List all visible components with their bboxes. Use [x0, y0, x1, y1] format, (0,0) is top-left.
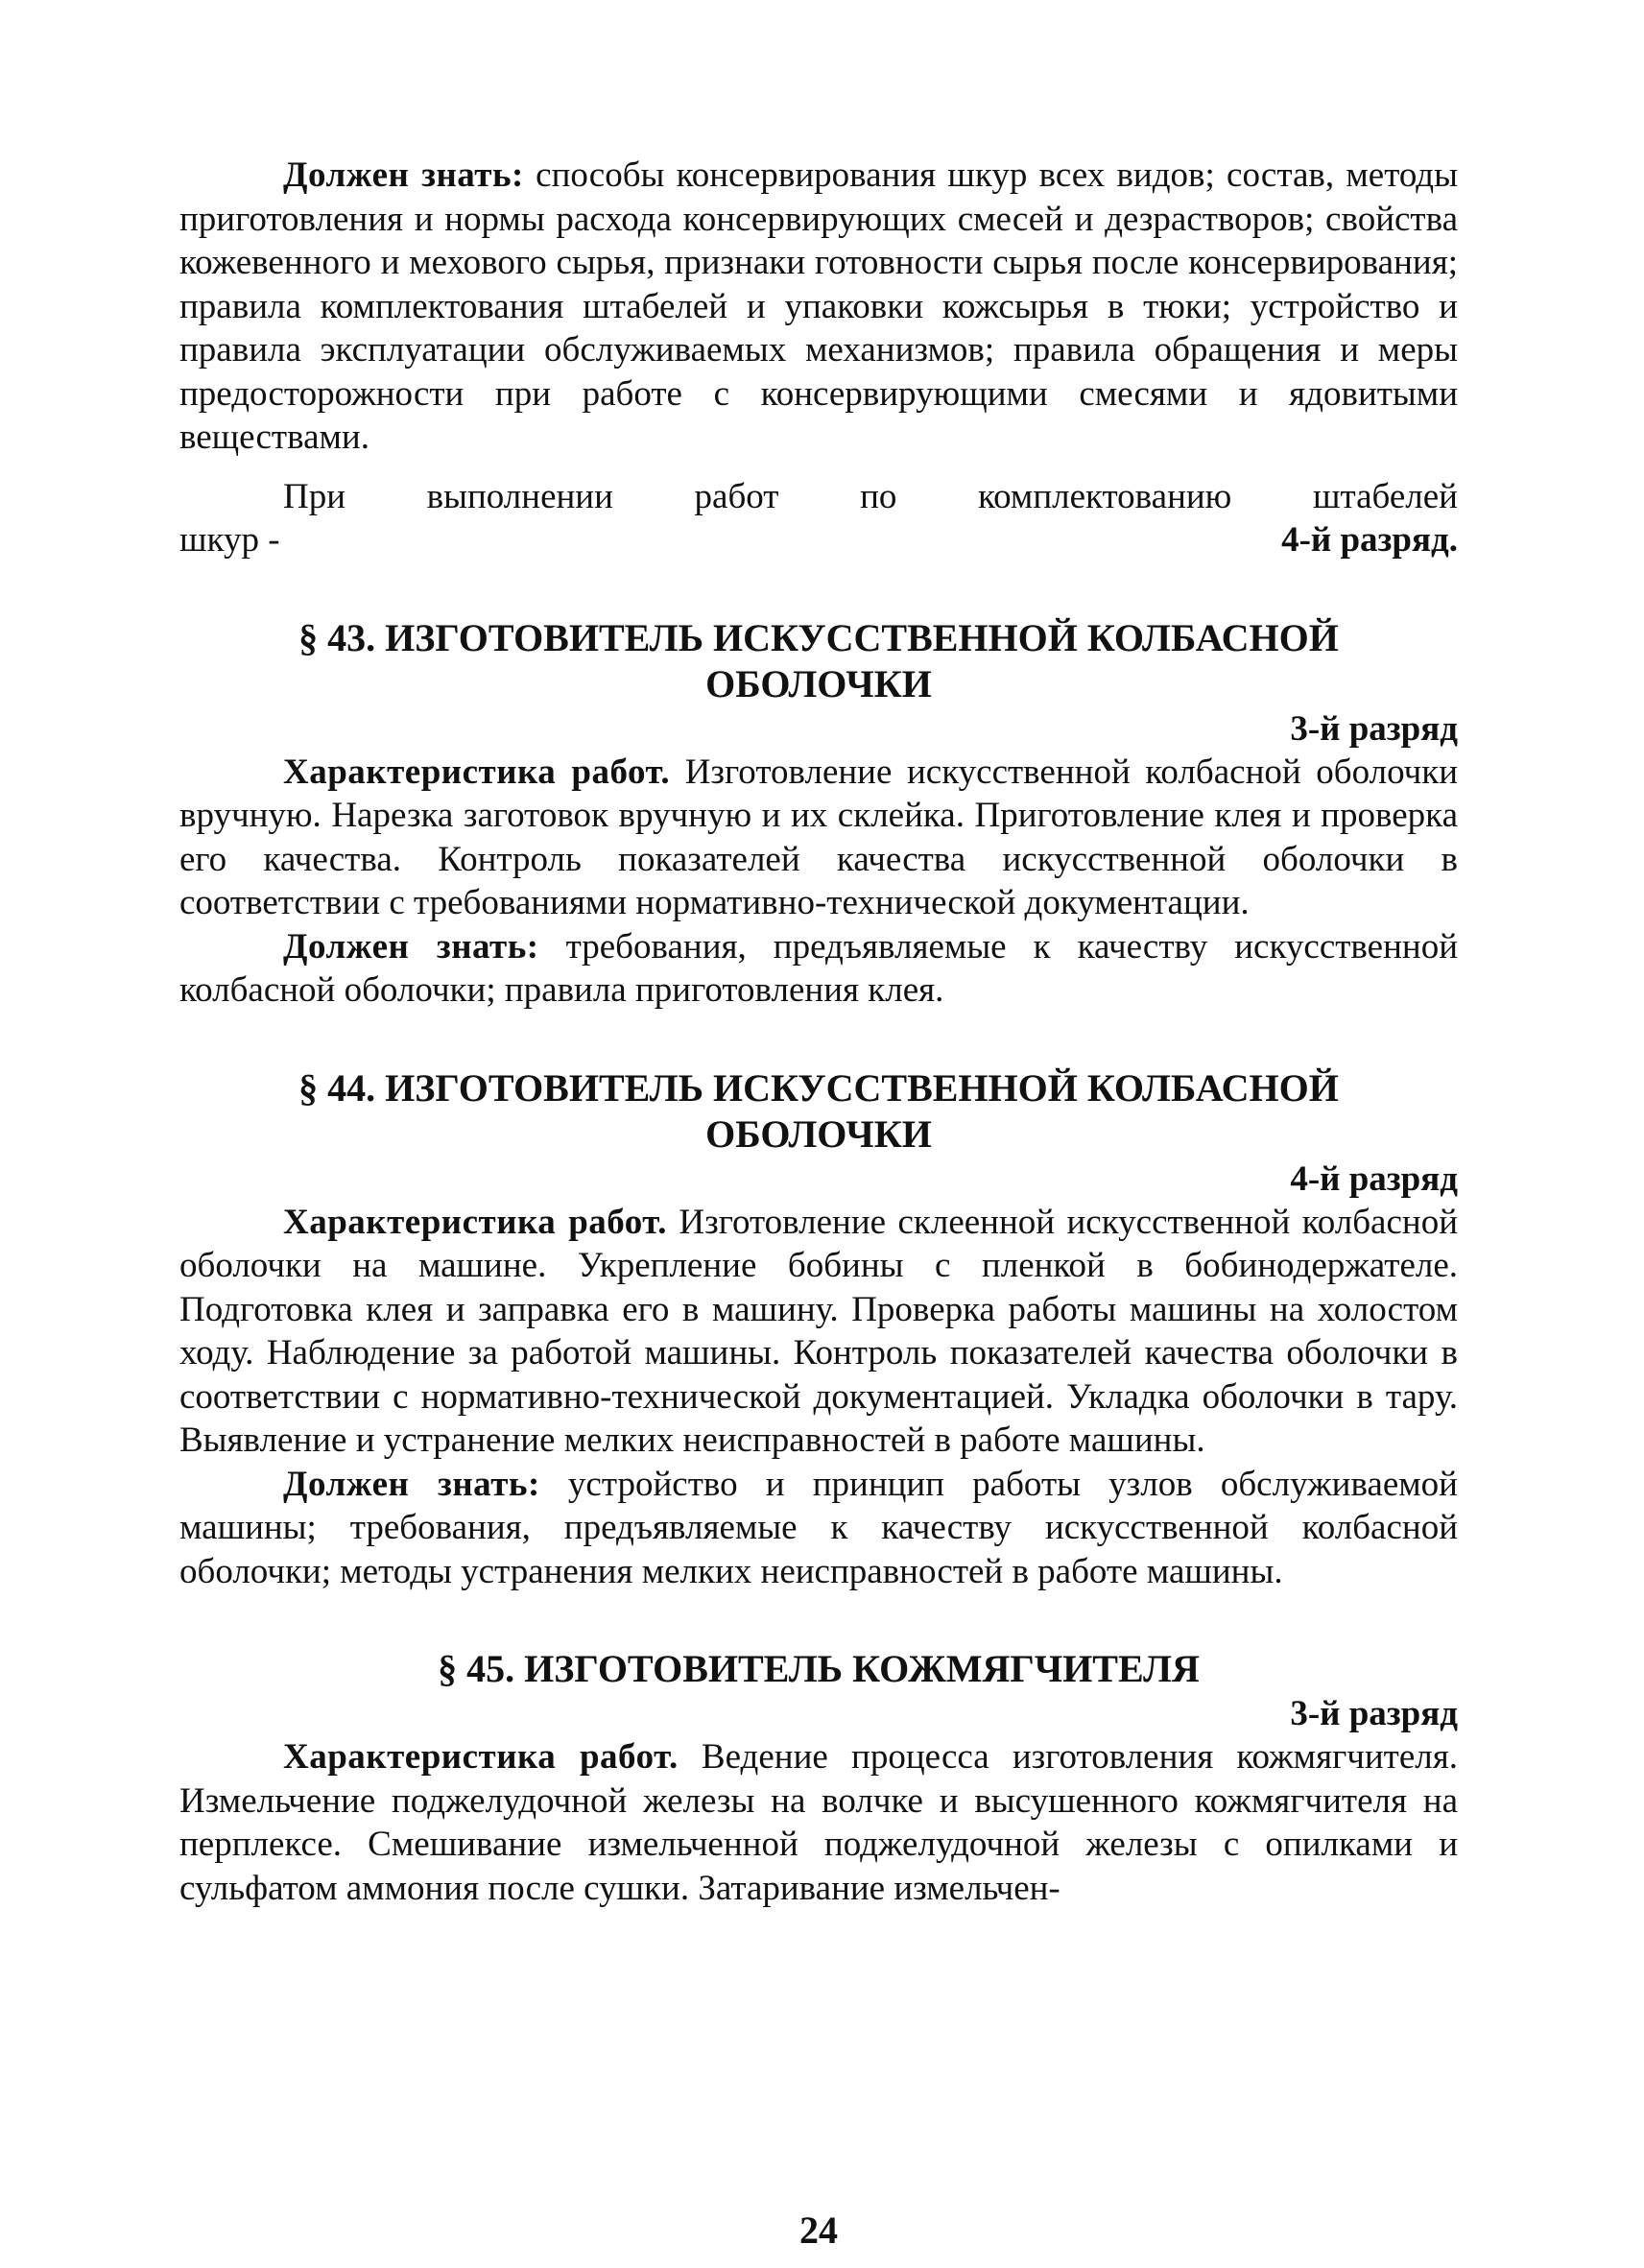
characteristic-text: Ведение процесса изготовления кожмягчителя. Измельчение поджелудочной железы на волчке и высушенного кожмягчителя на перплексе. Смешивание измельченной поджелудочной железы с опилками и сульфатом аммония после сушки. Затаривание измельчен-	[179, 1737, 1459, 1908]
rank-note-word: При	[283, 476, 346, 516]
characteristic-paragraph	[179, 1735, 1458, 1910]
must-know-paragraph	[179, 1463, 1458, 1594]
rank-note-line-1	[179, 475, 1458, 519]
rank-note-word: штабелей	[1312, 476, 1458, 516]
section-heading-line2: ОБОЛОЧКИ	[705, 661, 932, 705]
characteristic-label: Характеристика работ.	[283, 752, 671, 792]
rank-label: 3-й разряд	[1290, 1694, 1458, 1733]
rank-note-left: шкур -	[179, 520, 280, 560]
rank-note-line-2	[179, 518, 1458, 562]
must-know-text: требования, предъявляемые к качеству искусственной колбасной оболочки; правила приготовления клея.	[179, 926, 1458, 1010]
document-page	[179, 154, 1459, 2252]
must-know-label: Должен знать:	[283, 155, 524, 195]
page-number: 24	[799, 2208, 838, 2252]
must-know-label: Должен знать:	[283, 1464, 540, 1504]
rank-note-right: 4-й разряд.	[1281, 520, 1458, 560]
must-know-text: способы консервирования шкур всех видов; состав, методы приготовления и нормы расхода консервирующих смесей и дезрастворов; свойства кожевенного и мехового сырья, признаки готовности сырья после консервирования; правила комплектования штабелей и упаковки кожсырья в тюки; устройство и правила эксплуатации обслуживаемых механизмов; правила обращения и меры предосторожности при работе с консервирующими смесями и ядовитыми веществами.	[179, 155, 1458, 457]
section-heading: § 45. ИЗГОТОВИТЕЛЬ КОЖМЯГЧИТЕЛЯ	[438, 1647, 1200, 1690]
characteristic-paragraph	[179, 751, 1458, 925]
section-44	[179, 1065, 1458, 1594]
section-43	[179, 615, 1458, 1013]
rank-note-word: комплектованию	[978, 476, 1232, 516]
rank-note-word: по	[860, 476, 897, 516]
section-45	[179, 1646, 1458, 1910]
characteristic-text: Изготовление искусственной колбасной оболочки вручную. Нарезка заготовок вручную и их склейка. Приготовление клея и проверка его качества. Контроль показателей качества искусственной оболочки в соответствии с требованиями нормативно-технической документации.	[179, 752, 1458, 922]
section-heading: § 43. ИЗГОТОВИТЕЛЬ ИСКУССТВЕННОЙ КОЛБАСНОЙ	[298, 615, 1339, 659]
section-heading: § 44. ИЗГОТОВИТЕЛЬ ИСКУССТВЕННОЙ КОЛБАСНОЙ	[298, 1065, 1339, 1110]
characteristic-paragraph	[179, 1201, 1458, 1463]
rank-note-word: выполнении	[426, 476, 613, 516]
must-know-text: устройство и принцип работы узлов обслуживаемой машины; требования, предъявляемые к качеству искусственной колбасной оболочки; методы устранения мелких неисправностей в работе машины.	[179, 1464, 1458, 1591]
section-heading-line2: ОБОЛОЧКИ	[705, 1111, 932, 1156]
characteristic-label: Характеристика работ.	[283, 1202, 667, 1242]
must-know-label: Должен знать:	[283, 926, 539, 967]
intro-must-know-paragraph	[179, 154, 1458, 460]
rank-note-word: работ	[694, 476, 779, 516]
characteristic-label: Характеристика работ.	[283, 1737, 679, 1777]
rank-label: 4-й разряд	[1290, 1158, 1458, 1199]
must-know-paragraph	[179, 925, 1458, 1013]
characteristic-text: Изготовление склеенной искусственной колбасной оболочки на машине. Укрепление бобины с пленкой в бобинодержателе. Подготовка клея и заправка его в машину. Проверка работы машины на холостом ходу. Наблюдение за работой машины. Контроль показателей качества оболочки в соответствии с нормативно-технической документацией. Укладка оболочки в тару. Выявление и устранение мелких неисправностей в работе машины.	[179, 1202, 1459, 1460]
rank-label: 3-й разряд	[1290, 708, 1458, 749]
